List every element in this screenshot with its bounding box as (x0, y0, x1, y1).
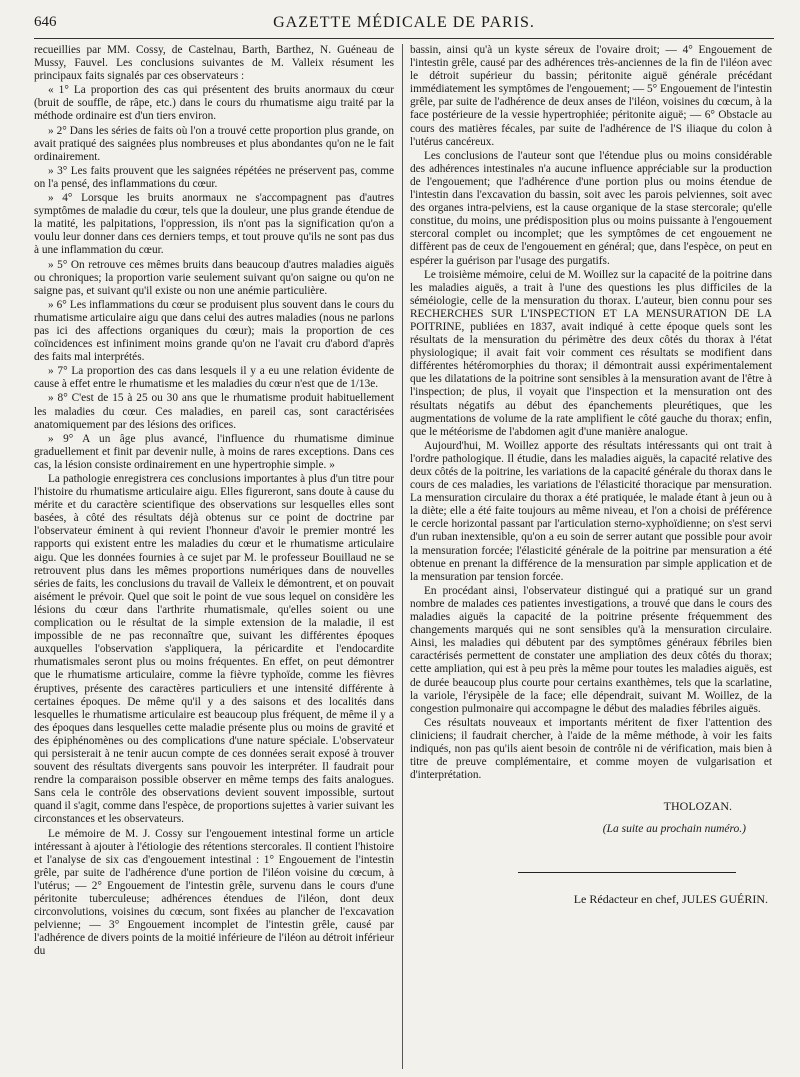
paragraph: Le troisième mémoire, celui de M. Woillez sur la capacité de la poitrine dans les maladies aiguës, a trait à l'une des questions les plus difficiles de la séméiologie, celle de la mensuration du thorax. L'auteur, bien connu pour ses RECHERCHES SUR L'INSPECTION ET LA MENSURATION DE LA POITRINE, publiées en 1837, avait indiqué à cette époque quels sont les résultats de la mensuration du périmètre des deux côtés du thorax à l'état physiologique; il avait fait voir comment ces résultats se modifient dans différentes hétéromorphies du thorax; il démontrait aussi expérimentalement que les dilatations de la poitrine sont sensibles à la mensuration avant de l'être à l'inspection; de plus, il voyait que l'inspection et la mensuration ont des résultats négatifs au début des épanchements pleurétiques, que les augmentations de volume de la rate amplifient le côté gauche du thorax; enfin, que le météorisme de l'abdomen agit d'une manière analogue. (410, 268, 772, 438)
column-divider (402, 44, 403, 1069)
paragraph: Ces résultats nouveaux et importants méritent de fixer l'attention des cliniciens; il faudrait chercher, à l'aide de la même méthode, à voir les faits indiqués, non pas qu'ils aient besoin de contrôle ni de vérification, mais bien à titre de preuve complémentaire, et comme moyen de vulgarisation et d'interprétation. (410, 716, 772, 782)
paragraph: » 6° Les inflammations du cœur se produisent plus souvent dans le cours du rhumatisme articulaire aigu que dans celui des autres maladies (nous ne parlons pas ici des affections organiques du cœur); mais la proportion de ces coïncidences est infiniment moins grande qu'on ne l'avait cru d'abord d'après des faits mal interprétés. (34, 298, 394, 364)
paragraph: bassin, ainsi qu'à un kyste séreux de l'ovaire droit; — 4° Engouement de l'intestin grêle, causé par des adhérences très-anciennes de la fin de l'iléon avec le détroit supérieur du bassin; péritonite aiguë générale précédant immédiatement les symptômes de l'engouement; — 5° Engouement de l'intestin grêle, par suite de l'adhérence de deux anses de l'iléon, voisines du cœcum, à la face postérieure de la vessie hypertrophiée; péritonite aiguë; — 6° Obstacle au cours des matières fécales, par suite de l'adhérence de l'S iliaque du colon à l'utérus cancéreux. (410, 44, 772, 148)
running-title: GAZETTE MÉDICALE DE PARIS. (273, 14, 535, 31)
paragraph: « 1° La proportion des cas qui présentent des bruits anormaux du cœur (bruit de souffle, de râpe, etc.) dans le cours du rhumatisme aigu traité par la méthode ordinaire est d'un tiers environ. (34, 84, 394, 123)
paragraph: La pathologie enregistrera ces conclusions importantes à plus d'un titre pour l'histoire du rhumatisme articulaire aigu. Elles figureront, sans doute à cause du mérite et du caractère scientifique des observations sur lesquelles elles sont basées, à côté des résultats déjà obtenus sur ce point de doctrine par l'observateur éminent à qui revient l'honneur d'avoir le premier montré les rapports qui existent entre les maladies du cœur et le rhumatisme articulaire aigu. Que les données fournies à ce sujet par M. le professeur Bouillaud ne se retrouvent plus dans les mêmes proportions numériques dans de nouvelles séries de faits, les conclusions du travail de Valleix le démontrent, et on pouvait aisément le prévoir. Quel que soit le point de vue sous lequel on considère les lésions du cœur dans l'arthrite rhumatismale, qu'elles soient ou une complication ou le résultat de la simple extension de la maladie, il est impossible de ne pas reconnaître que, suivant les différentes époques auxquelles l'observation s'appliquera, la péricardite et l'endocardite rhumatismales seront plus ou moins fréquentes. En effet, on peut démontrer que le rhumatisme articulaire, comme la fièvre typhoïde, comme les fièvres éruptives, présente des caractères particuliers et une intensité différente à certaines époques. De même qu'il y a des saisons et des localités dans lesquelles le rhumatisme articulaire est beaucoup plus fréquent, de même il y a des époques dans lesquelles cette maladie présente plus ou moins de gravité et des épiphénomènes ou des complications d'une nature spéciale. L'observateur qui persisterait à ne tenir aucun compte de ces données serait exposé à trouver souvent des résultats divergents sans pouvoir les interpréter. Il faudrait pour rendre la comparaison possible observer en même temps des faits analogues. Sans cela le contrôle des observations devient souvent impossible, surtout quand il s'agit, comme dans l'espèce, de proportions sujettes à varier suivant les circonstances et les observateurs. (34, 473, 394, 826)
editor-credit (410, 893, 772, 906)
paragraph: » 5° On retrouve ces mêmes bruits dans beaucoup d'autres maladies aiguës ou chroniques; la proportion varie seulement suivant qu'on saigne ou qu'on ne saigne pas, et suivant qu'il existe ou non une anémie particulière. (34, 258, 394, 297)
paragraph: » 7° La proportion des cas dans lesquels il y a eu une relation évidente de cause à effet entre le rhumatisme et les maladies du cœur n'est que de 1/13e. (34, 365, 394, 391)
paragraph: » 9° A un âge plus avancé, l'influence du rhumatisme diminue graduellement et finit par devenir nulle, à moins de rares exceptions. Dans ces cas, la lésion consiste ordinairement en une hypertrophie simple. » (34, 432, 394, 471)
paragraph: Aujourd'hui, M. Woillez apporte des résultats intéressants qui ont trait à l'ordre pathologique. Il étudie, dans les maladies aiguës, la capacité relative des deux côtés de la poitrine, les variations de la capacité générale du thorax dans le cours de ces maladies, les variations de l'élasticité thoracique par mensuration. La mensuration circulaire du thorax a été pratiquée, le malade étant à jeun ou à la diète; elle a été faite toujours au même niveau, et l'on a choisi de préférence le cercle horizontal passant par l'articulation sterno-xyphoïdienne; on s'est servi d'un ruban inextensible, qu'on a eu soin de serrer autant que possible pour avoir la mensuration forcée; l'élasticité générale de la poitrine par mensuration a été obtenue en prenant la différence de la mensuration par simple application et de la mensuration par tension forcée. (410, 439, 772, 583)
section-rule (518, 872, 736, 873)
paragraph: En procédant ainsi, l'observateur distingué qui a pratiqué sur un grand nombre de malades ces patientes investigations, a trouvé que dans le cours des maladies aiguës la capacité de la poitrine présente fréquemment des changements marqués qui ne sont sensibles qu'à la mensuration circulaire. Ainsi, les maladies qui débutent par des symptômes généraux fébriles bien caractérisés permettent de constater une ampliation des deux côtés du thorax; cette ampliation, qui est à peu près la même pour toutes les maladies aiguës, est de durée beaucoup plus courte pour certains exanthèmes, tels que la scarlatine, la variole, l'érysipèle de la face; elle dépendrait, suivant M. Woillez, de la congestion pulmonaire qui accompagne le début des maladies fébriles aiguës. (410, 584, 772, 715)
page-number: 646 (34, 14, 57, 30)
editor-label: Le Rédacteur en chef, (573, 892, 679, 907)
paragraph: » 4° Lorsque les bruits anormaux ne s'accompagnent pas d'autres symptômes de maladie du cœur, tels que la douleur, une plus grande étendue de la matité, les palpitations, l'oppression, ils n'ont pas la signification qu'on a voulu leur donner dans ces derniers temps, et tout prouve qu'ils ne sont pas dus à une inflammation du cœur. (34, 192, 394, 257)
editor-name: JULES GUÉRIN. (682, 892, 768, 907)
author-signature: THOLOZAN. (663, 799, 732, 814)
paragraph: » 8° C'est de 15 à 25 ou 30 ans que le rhumatisme produit habituellement les maladies du cœur. Ces maladies, en pareil cas, sont caractérisées anatomiquement par des lésions des orifices. (34, 392, 394, 431)
header-rule (34, 38, 774, 39)
left-column (34, 44, 394, 1072)
page-header (34, 14, 774, 38)
paragraph: » 2° Dans les séries de faits où l'on a trouvé cette proportion plus grande, on avait pratiqué des saignées plus nombreuses et plus abondantes qu'on ne le fait ordinairement. (34, 124, 394, 163)
paragraph: recueillies par MM. Cossy, de Castelnau, Barth, Barthez, N. Guéneau de Mussy, Fauvel. Les conclusions suivantes de M. Valleix résument les principaux faits signalés par ces observateurs : (34, 44, 394, 83)
continuation-note: (La suite au prochain numéro.) (602, 823, 746, 836)
paragraph: » 3° Les faits prouvent que les saignées répétées ne préservent pas, comme on l'a pensé, des inflammations du cœur. (34, 164, 394, 190)
paragraph: Le mémoire de M. J. Cossy sur l'engouement intestinal forme un article intéressant à ajouter à l'étiologie des rétentions stercorales. Il contient l'histoire et l'analyse de six cas d'engouement intestinal : 1° Engouement de l'intestin grêle, par suite de l'adhérence d'une portion de l'iléon voisine du cœcum, à l'utérus; — 2° Engouement de l'intestin grêle, survenu dans le cours d'une péritonite tuberculeuse; adhérences étendues de l'iléon, dont deux circonvolutions, voisines du cœcum, sont fixées au plancher de l'excavation pelvienne; — 3° Engouement incomplet de l'intestin grêle, causé par l'adhérence de divers points de la moitié inférieure de l'iléon au détroit inférieur du (34, 827, 394, 958)
paragraph: Les conclusions de l'auteur sont que l'étendue plus ou moins considérable des adhérences intestinales n'a aucune influence appréciable sur la production de l'engouement; que l'adhérence d'une portion plus ou moins étendue de l'intestin dans l'excavation du bassin, soit avec les parois pelviennes, soit avec des organes intra-pelviens, est la cause organique de la stase stercorale; qu'elle constitue, du moins, une prédisposition plus ou moins puissante à l'engouement stercoral complet ou incomplet; que les symptômes de cet engouement ne diffèrent pas de ceux de l'engouement en général; que, dans l'espèce, on peut en espérer la guérison par l'usage des purgatifs. (410, 149, 772, 267)
right-column (410, 44, 772, 1072)
